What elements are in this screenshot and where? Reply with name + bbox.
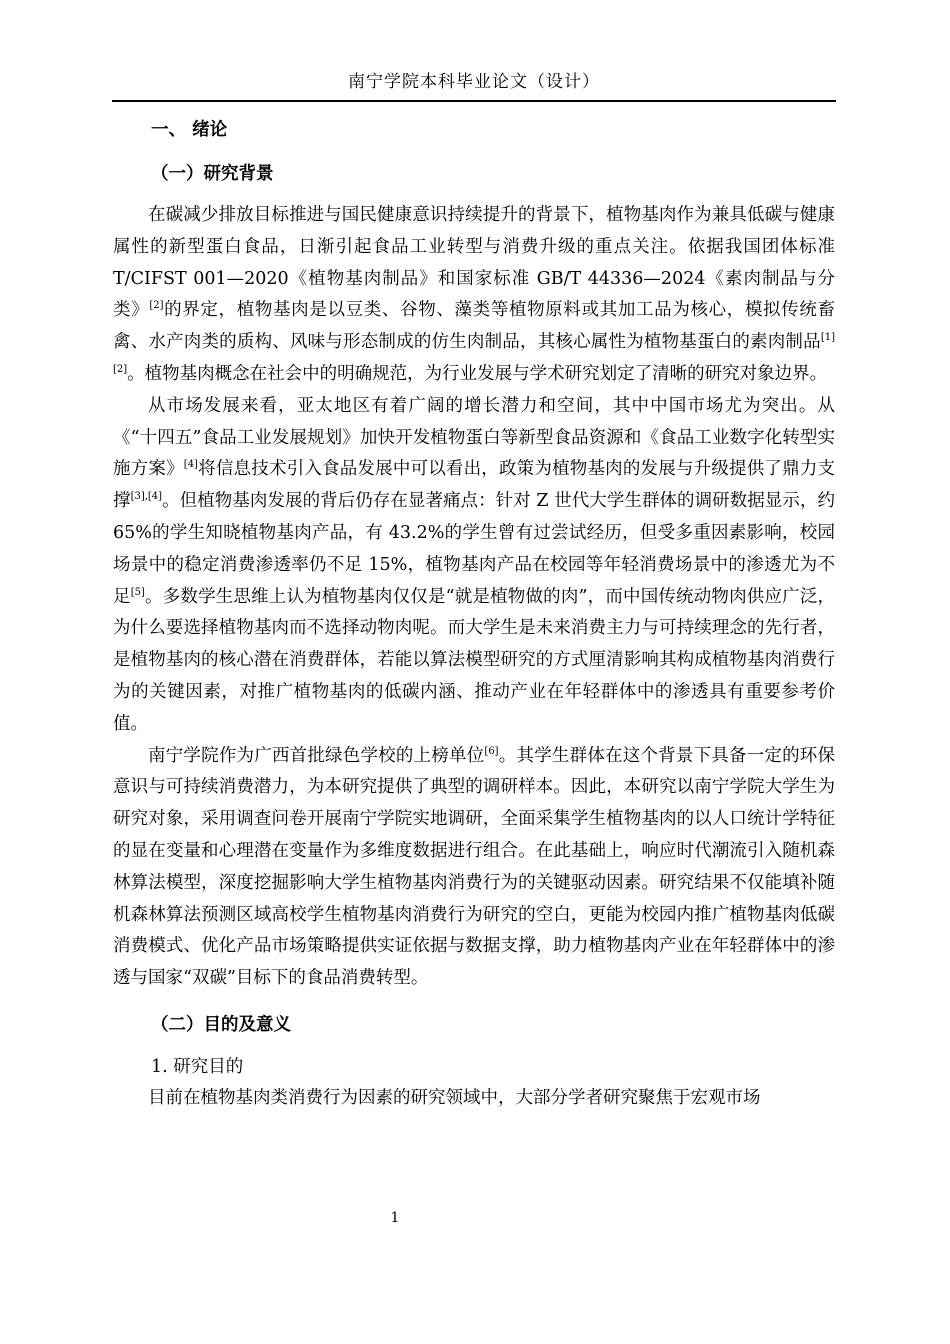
header-rule [112,100,836,102]
paragraph-1 [113,200,835,391]
paragraph-1-text-b: 的界定，植物基肉是以豆类、谷物、藻类等植物原料或其加工品为核心，模拟传统畜禽、水产肉类的质构、风味与形态制成的仿生肉制品，其核心属性为植物基蛋白的素肉制品 [113,300,836,353]
paragraph-3 [113,741,835,995]
citation-4: [4] [183,459,198,471]
section-heading-purpose-significance: （二）目的及意义 [151,1014,291,1035]
citation-1-2: [1][2] [113,332,835,376]
paragraph-2-text-c: 。但植物基肉发展的背后仍存在显著痛点：针对 Z 世代大学生群体的调研数据显示，约 65%的学生知晓植物基肉产品，有 43.2%的学生曾有过尝试经历，但受多重因素影响，校园场景中的稳定消费渗透率仍不足 15%，植物基肉产品在校园等年轻消费场景中的渗透尤为不足 [113,491,835,607]
chapter-heading: 一、 绪论 [151,120,228,140]
section-heading-research-background: （一）研究背景 [151,164,274,184]
paragraph-2-text-b: 将信息技术引入食品发展中可以看出，政策为植物基肉的发展与升级提供了鼎力支撑 [113,459,836,512]
citation-6: [6] [484,745,499,757]
paragraph-4-text-a: 目前在植物基肉类消费行为因素的研究领域中，大部分学者研究聚焦于宏观市场 [148,1087,761,1108]
paragraph-2-text-d: 。多数学生思维上认为植物基肉仅仅是“就是植物做的肉”，而中国传统动物肉供应广泛，为什么要选择植物基肉而不选择动物肉呢。而大学生是未来消费主力与可持续理念的先行者，是植物基肉的核心潜在消费群体，若能以算法模型研究的方式厘清影响其构成植物基肉消费行为的关键因素，对推广植物基肉的低碳内涵、推动产业在年轻群体中的渗透具有重要参考价值。 [113,586,836,734]
citation-5: [5] [130,586,145,598]
paragraph-1-text-a: 在碳减少排放目标推进与国民健康意识持续提升的背景下，植物基肉作为兼具低碳与健康属性的新型蛋白食品，日渐引起食品工业转型与消费升级的重点关注。依据我国团体标准 T/CIFST 001—2020《植物基肉制品》和国家标准 GB/T 44336—2024《素肉制品与分类》 [113,205,835,321]
citation-3-4: [3],[4] [130,491,163,503]
paragraph-3-text-b: 。其学生群体在这个背景下具备一定的环保意识与可持续消费潜力，为本研究提供了典型的调研样本。因此，本研究以南宁学院大学生为研究对象，采用调查问卷开展南宁学院实地调研，全面采集学生植物基肉的以人口统计学特征的显在变量和心理潜在变量作为多维度数据进行组合。在此基础上，响应时代潮流引入随机森林算法模型，深度挖掘影响大学生植物基肉消费行为的关键驱动因素。研究结果不仅能填补随机森林算法预测区域高校学生植物基肉消费行为研究的空白，更能为校园内推广植物基肉低碳消费模式、优化产品市场策略提供实证依据与数据支撑，助力植物基肉产业在年轻群体中的渗透与国家“双碳”目标下的食品消费转型。 [113,745,836,989]
paragraph-4 [113,1083,835,1115]
paragraph-3-text-a: 南宁学院作为广西首批绿色学校的上榜单位 [148,745,485,766]
citation-2: [2] [149,300,164,312]
subsection-heading-research-purpose: 1. 研究目的 [151,1056,244,1077]
paragraph-1-text-c: 。植物基肉概念在社会中的明确规范，为行业发展与学术研究划定了清晰的研究对象边界。 [127,363,828,384]
paragraph-2-text-a: 从市场发展来看，亚太地区有着广阔的增长潜力和空间，其中中国市场尤为突出。从《“十四五”食品工业发展规划》加快开发植物蛋白等新型食品资源和《食品工业数字化转型实施方案》 [113,395,835,480]
running-header: 南宁学院本科毕业论文（设计） [348,72,600,92]
page-number: 1 [390,1210,400,1226]
page-content [113,112,835,1115]
paragraph-2 [113,391,835,741]
